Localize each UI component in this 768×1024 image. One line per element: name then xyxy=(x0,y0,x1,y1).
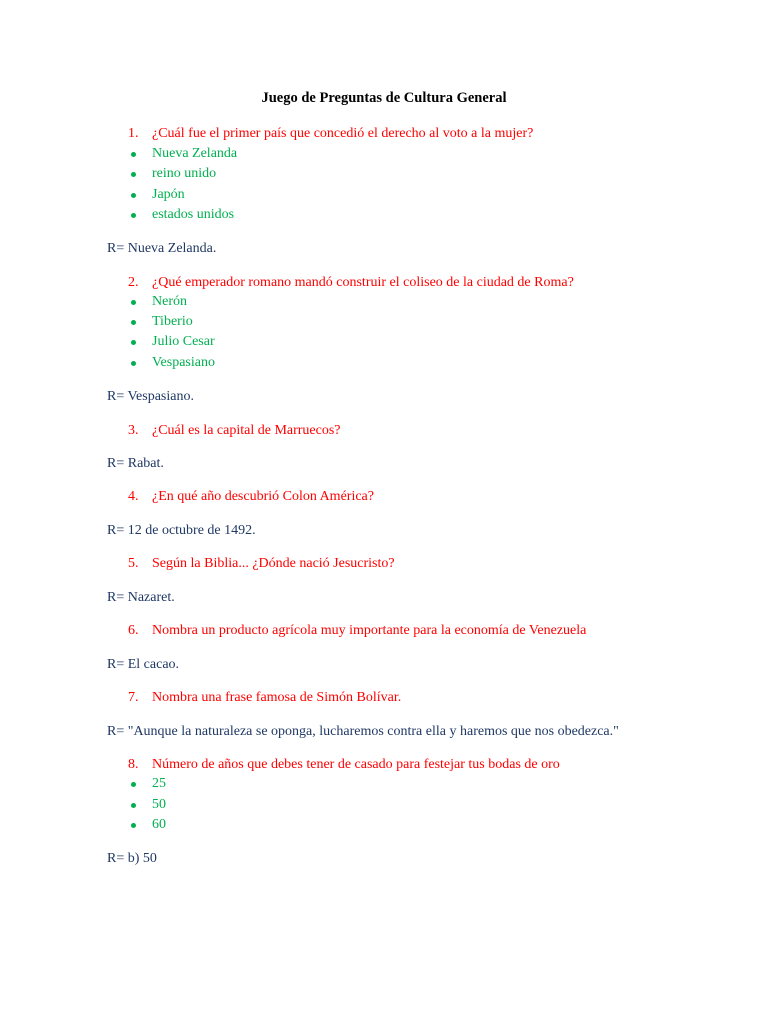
question-text: ¿Qué emperador romano mandó construir el coliseo de la ciudad de Roma? xyxy=(152,275,574,290)
answer-4: R= 12 de octubre de 1492. xyxy=(107,523,256,538)
option-text: 25 xyxy=(152,776,166,791)
option-text: estados unidos xyxy=(152,207,235,222)
option-text: Japón xyxy=(152,187,185,202)
question-text: Nombra un producto agrícola muy importante para la economía de Venezuela xyxy=(152,623,587,638)
answer-1: R= Nueva Zelanda. xyxy=(107,241,217,256)
bullet-icon xyxy=(131,320,136,325)
answer-5: R= Nazaret. xyxy=(107,590,175,605)
question-text: Según la Biblia... ¿Dónde nació Jesucristo? xyxy=(152,556,395,571)
option-text: Vespasiano xyxy=(152,355,215,370)
answer-3: R= Rabat. xyxy=(107,456,164,471)
bullet-icon xyxy=(131,803,136,808)
question-number: 8. xyxy=(128,757,139,772)
option-text: 50 xyxy=(152,797,166,812)
bullet-icon xyxy=(131,340,136,345)
question-number: 4. xyxy=(128,489,139,504)
question-text: Nombra una frase famosa de Simón Bolívar. xyxy=(152,690,402,705)
option-text: Nueva Zelanda xyxy=(152,146,238,161)
question-number: 1. xyxy=(128,126,139,141)
bullet-icon xyxy=(131,782,136,787)
answer-6: R= El cacao. xyxy=(107,657,180,672)
question-text: Número de años que debes tener de casado para festejar tus bodas de oro xyxy=(152,757,560,772)
question-number: 5. xyxy=(128,556,139,571)
option-text: Tiberio xyxy=(152,314,193,329)
bullet-icon xyxy=(131,152,136,157)
bullet-icon xyxy=(131,361,136,366)
option-text: 60 xyxy=(152,817,166,832)
answer-7: R= "Aunque la naturaleza se oponga, lucharemos contra ella y haremos que nos obedezca." xyxy=(107,724,619,739)
question-text: ¿Cuál fue el primer país que concedió el derecho al voto a la mujer? xyxy=(152,126,534,141)
question-number: 6. xyxy=(128,623,139,638)
page-title: Juego de Preguntas de Cultura General xyxy=(261,90,507,106)
option-text: Julio Cesar xyxy=(152,334,215,349)
question-number: 7. xyxy=(128,690,139,705)
answer-8: R= b) 50 xyxy=(107,851,157,866)
bullet-icon xyxy=(131,823,136,828)
bullet-icon xyxy=(131,213,136,218)
bullet-icon xyxy=(131,300,136,305)
question-text: ¿Cuál es la capital de Marruecos? xyxy=(152,423,341,438)
bullet-icon xyxy=(131,172,136,177)
option-text: Nerón xyxy=(152,294,187,309)
question-text: ¿En qué año descubrió Colon América? xyxy=(152,489,374,504)
option-text: reino unido xyxy=(152,166,217,181)
question-number: 3. xyxy=(128,423,139,438)
question-number: 2. xyxy=(128,275,139,290)
bullet-icon xyxy=(131,193,136,198)
answer-2: R= Vespasiano. xyxy=(107,389,194,404)
